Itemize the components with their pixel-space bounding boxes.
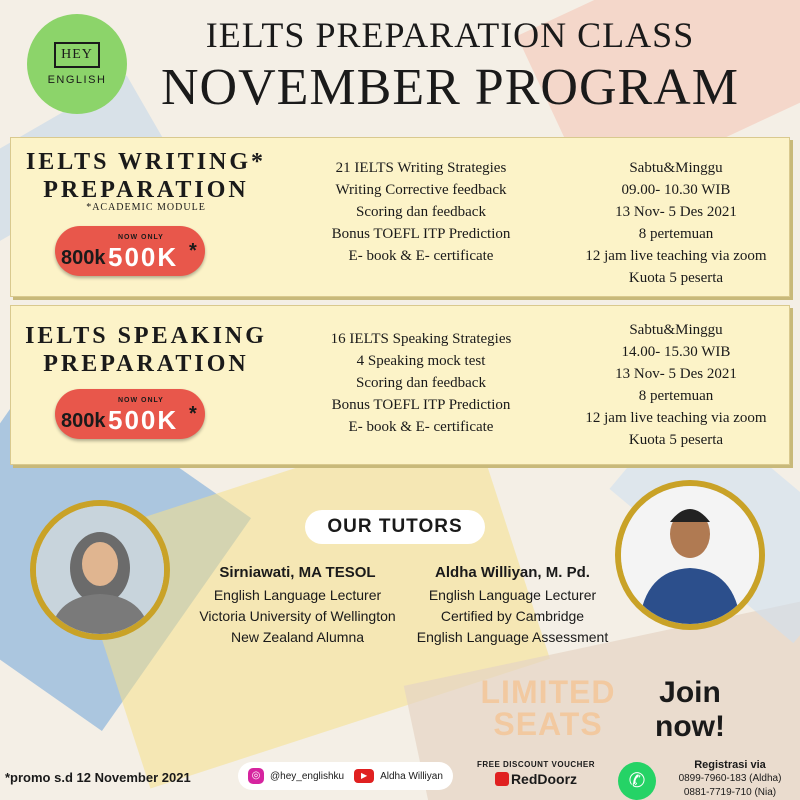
price-badge bbox=[55, 389, 205, 439]
tutor-name: Aldha Williyan, M. Pd. bbox=[435, 564, 590, 581]
tutor-detail: English Language Assessment bbox=[416, 629, 609, 645]
schedule-item: Sabtu&Minggu bbox=[629, 322, 723, 338]
instagram-icon[interactable]: ◎ bbox=[248, 768, 264, 784]
tutor-photo-aldha bbox=[615, 480, 765, 630]
join-now-text bbox=[645, 676, 735, 744]
schedule-item: 13 Nov- 5 Des 2021 bbox=[615, 204, 737, 220]
reddoorz-icon bbox=[495, 772, 509, 786]
tutor-detail: New Zealand Alumna bbox=[230, 629, 365, 645]
registration-block bbox=[660, 758, 800, 800]
hey-english-logo bbox=[27, 14, 127, 114]
price-old: 800k bbox=[61, 410, 106, 432]
limited-seats-text bbox=[478, 676, 618, 740]
schedule-list bbox=[551, 319, 800, 451]
limited-line2: SEATS bbox=[493, 706, 603, 742]
youtube-channel[interactable]: Aldha Williyan bbox=[380, 770, 443, 782]
schedule-item: Kuota 5 peserta bbox=[628, 432, 724, 448]
page-title-line2: NOVEMBER PROGRAM bbox=[161, 59, 739, 116]
schedule-item: 09.00- 10.30 WIB bbox=[621, 182, 731, 198]
tutor-detail: English Language Lecturer bbox=[428, 587, 597, 603]
schedule-item: 14.00- 15.30 WIB bbox=[621, 344, 731, 360]
social-links-pill bbox=[238, 762, 453, 790]
join-line2: now! bbox=[655, 710, 725, 743]
feature-item: 4 Speaking mock test bbox=[356, 353, 486, 369]
join-line1: Join bbox=[659, 676, 721, 709]
tutor-name: Sirniawati, MA TESOL bbox=[219, 564, 376, 581]
schedule-item: Kuota 5 peserta bbox=[628, 270, 724, 286]
youtube-icon[interactable]: ▶ bbox=[354, 769, 374, 783]
schedule-item: Sabtu&Minggu bbox=[629, 160, 723, 176]
voucher-label: FREE DISCOUNT VOUCHER bbox=[476, 760, 596, 769]
tutor-info-aldha bbox=[405, 562, 620, 648]
program-card-speaking bbox=[10, 305, 790, 465]
feature-item: Scoring dan feedback bbox=[356, 375, 486, 391]
feature-item: 16 IELTS Speaking Strategies bbox=[330, 331, 512, 347]
schedule-item: 13 Nov- 5 Des 2021 bbox=[615, 366, 737, 382]
page-title-line1: IELTS PREPARATION CLASS bbox=[205, 15, 695, 55]
feature-item: Bonus TOEFL ITP Prediction bbox=[331, 226, 511, 242]
program-card-writing bbox=[10, 137, 790, 297]
avatar-illustration bbox=[36, 506, 164, 634]
tutor-detail: English Language Lecturer bbox=[213, 587, 382, 603]
price-label: NOW ONLY bbox=[118, 234, 164, 241]
registration-contact[interactable]: 0899-7960-183 (Aldha) bbox=[678, 773, 782, 784]
program-subtitle: *ACADEMIC MODULE bbox=[86, 202, 206, 213]
feature-list bbox=[311, 157, 531, 267]
feature-item: E- book & E- certificate bbox=[348, 419, 494, 435]
program-title-line2: PREPARATION bbox=[43, 351, 249, 377]
feature-item: Writing Corrective feedback bbox=[335, 182, 507, 198]
voucher-block bbox=[476, 760, 596, 787]
tutors-heading: OUR TUTORS bbox=[305, 510, 485, 544]
price-star: * bbox=[189, 403, 197, 425]
schedule-item: 12 jam live teaching via zoom bbox=[585, 248, 767, 264]
price-badge bbox=[55, 226, 205, 276]
voucher-brand-text: RedDoorz bbox=[510, 771, 578, 787]
feature-item: 21 IELTS Writing Strategies bbox=[335, 160, 507, 176]
feature-item: Scoring dan feedback bbox=[356, 204, 486, 220]
avatar-illustration bbox=[621, 486, 759, 624]
logo-box-text: HEY bbox=[54, 42, 100, 68]
registration-contact[interactable]: 0881-7719-710 (Nia) bbox=[683, 787, 777, 798]
program-title-line2: PREPARATION bbox=[43, 177, 249, 203]
instagram-handle[interactable]: @hey_englishku bbox=[270, 770, 345, 782]
price-label: NOW ONLY bbox=[118, 397, 164, 404]
registration-title: Registrasi via bbox=[694, 759, 766, 771]
price-old: 800k bbox=[61, 247, 106, 269]
voucher-brand bbox=[476, 771, 596, 787]
schedule-list bbox=[551, 157, 800, 289]
feature-list bbox=[311, 328, 531, 438]
tutor-photo-sirniawati bbox=[30, 500, 170, 640]
schedule-item: 12 jam live teaching via zoom bbox=[585, 410, 767, 426]
feature-item: Bonus TOEFL ITP Prediction bbox=[331, 397, 511, 413]
tutor-info-sirniawati bbox=[185, 562, 410, 648]
whatsapp-icon[interactable]: ✆ bbox=[618, 762, 656, 800]
tutor-detail: Certified by Cambridge bbox=[440, 608, 585, 624]
price-new: 500K bbox=[108, 405, 179, 435]
promo-note: *promo s.d 12 November 2021 bbox=[5, 770, 191, 785]
tutor-detail: Victoria University of Wellington bbox=[199, 608, 396, 624]
program-title-line1: IELTS SPEAKING bbox=[25, 323, 267, 349]
logo-sub-text: ENGLISH bbox=[47, 74, 107, 86]
program-title-line1: IELTS WRITING* bbox=[25, 149, 267, 175]
schedule-item: 8 pertemuan bbox=[638, 388, 714, 404]
price-new: 500K bbox=[108, 242, 179, 272]
limited-line1: LIMITED bbox=[480, 674, 616, 710]
schedule-item: 8 pertemuan bbox=[638, 226, 714, 242]
feature-item: E- book & E- certificate bbox=[348, 248, 494, 264]
price-star: * bbox=[189, 240, 197, 262]
